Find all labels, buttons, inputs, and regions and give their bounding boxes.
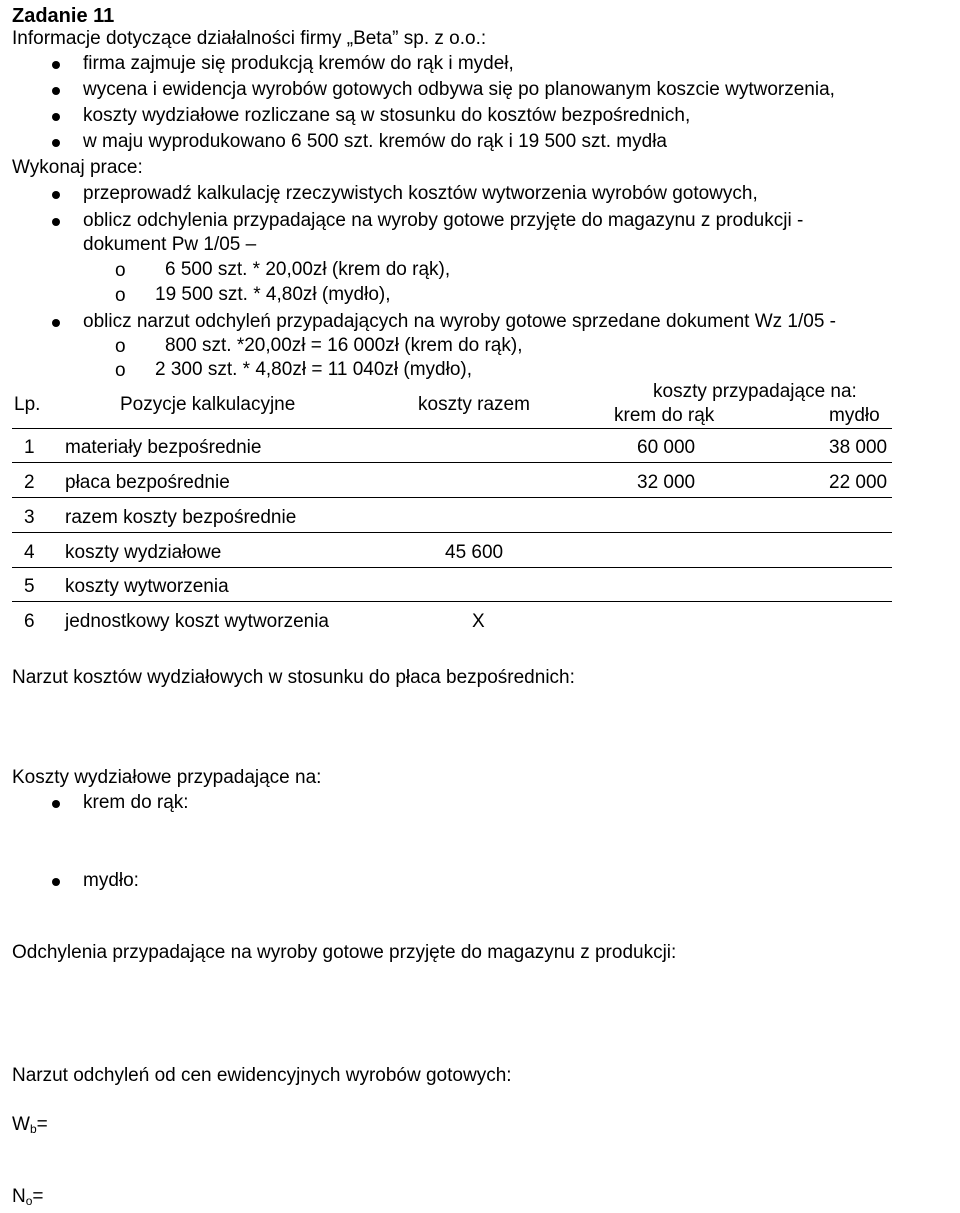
intro-text: Informacje dotyczące działalności firmy „Beta” sp. z o.o.: bbox=[12, 28, 487, 49]
wb-subscript: b bbox=[29, 1122, 37, 1136]
header-lp: Lp. bbox=[14, 394, 41, 415]
task-2-line-1: oblicz odchylenia przypadające na wyroby gotowe przyjęte do magazynu z produkcji - bbox=[83, 210, 804, 231]
row-lp: 6 bbox=[24, 611, 35, 632]
row-lp: 3 bbox=[24, 507, 35, 528]
odchylenia-prompt: Odchylenia przypadające na wyroby gotowe przyjęte do magazynu z produkcji: bbox=[12, 942, 677, 963]
row-lp: 4 bbox=[24, 542, 35, 563]
koszty-wydzialowe-prompt: Koszty wydziałowe przypadające na: bbox=[12, 767, 322, 788]
bullet-icon bbox=[52, 319, 60, 327]
row-item: płaca bezpośrednie bbox=[65, 472, 230, 493]
task-title: Zadanie 11 bbox=[12, 5, 115, 27]
bullet-icon bbox=[52, 878, 60, 886]
header-items: Pozycje kalkulacyjne bbox=[120, 394, 296, 415]
row-krem-value: 60 000 bbox=[637, 437, 696, 458]
info-item-2: wycena i ewidencja wyrobów gotowych odbywa się po planowanym koszcie wytworzenia, bbox=[83, 79, 835, 100]
info-item-1: firma zajmuje się produkcją kremów do rąk i mydeł, bbox=[83, 53, 514, 74]
sub-bullet-marker: o bbox=[115, 285, 126, 306]
row-item: materiały bezpośrednie bbox=[65, 437, 262, 458]
table-rule bbox=[12, 567, 892, 568]
wb-formula bbox=[12, 1113, 48, 1141]
header-krem: krem do rąk bbox=[614, 405, 715, 426]
info-item-4: w maju wyprodukowano 6 500 szt. kremów do rąk i 19 500 szt. mydła bbox=[83, 131, 667, 152]
table-rule bbox=[12, 462, 892, 463]
task-2-sub-2: 19 500 szt. * 4,80zł (mydło), bbox=[155, 284, 391, 305]
row-item: razem koszty bezpośrednie bbox=[65, 507, 297, 528]
task-2-line-2: dokument Pw 1/05 – bbox=[83, 234, 257, 255]
task-3-sub-1: 800 szt. *20,00zł = 16 000zł (krem do rąk), bbox=[165, 335, 523, 356]
mydlo-prompt: mydło: bbox=[83, 870, 139, 891]
row-lp: 5 bbox=[24, 576, 35, 597]
krem-prompt: krem do rąk: bbox=[83, 792, 189, 813]
bullet-icon bbox=[52, 191, 60, 199]
tasks-heading: Wykonaj prace: bbox=[12, 157, 143, 178]
task-3: oblicz narzut odchyleń przypadających na wyroby gotowe sprzedane dokument Wz 1/05 - bbox=[83, 311, 837, 332]
bullet-icon bbox=[52, 139, 60, 147]
bullet-icon bbox=[52, 87, 60, 95]
sub-bullet-marker: o bbox=[115, 360, 126, 381]
no-equals: = bbox=[32, 1186, 44, 1207]
table-rule bbox=[12, 601, 892, 602]
sub-bullet-marker: o bbox=[115, 260, 126, 281]
row-krem-value: 32 000 bbox=[637, 472, 696, 493]
table-rule bbox=[12, 428, 892, 429]
row-total-value: X bbox=[472, 611, 485, 632]
no-subscript: o bbox=[25, 1194, 33, 1208]
row-total-value: 45 600 bbox=[445, 542, 504, 563]
narzut-prompt: Narzut kosztów wydziałowych w stosunku do płaca bezpośrednich: bbox=[12, 667, 575, 688]
bullet-icon bbox=[52, 61, 60, 69]
narzut-odchylen-prompt: Narzut odchyleń od cen ewidencyjnych wyrobów gotowych: bbox=[12, 1065, 512, 1086]
header-per-product: koszty przypadające na: bbox=[653, 381, 857, 402]
no-formula bbox=[12, 1185, 44, 1213]
header-total: koszty razem bbox=[418, 394, 530, 415]
bullet-icon bbox=[52, 800, 60, 808]
no-symbol: N bbox=[12, 1186, 26, 1207]
wb-symbol: W bbox=[12, 1114, 30, 1135]
task-2-sub-1: 6 500 szt. * 20,00zł (krem do rąk), bbox=[165, 259, 451, 280]
info-item-3: koszty wydziałowe rozliczane są w stosunku do kosztów bezpośrednich, bbox=[83, 105, 691, 126]
row-item: koszty wydziałowe bbox=[65, 542, 222, 563]
task-1: przeprowadź kalkulację rzeczywistych kosztów wytworzenia wyrobów gotowych, bbox=[83, 183, 758, 204]
bullet-icon bbox=[52, 113, 60, 121]
row-mydlo-value: 38 000 bbox=[829, 437, 888, 458]
header-mydlo: mydło bbox=[829, 405, 880, 426]
row-item: koszty wytworzenia bbox=[65, 576, 229, 597]
row-lp: 1 bbox=[24, 437, 35, 458]
wb-equals: = bbox=[36, 1114, 48, 1135]
bullet-icon bbox=[52, 218, 60, 226]
row-item: jednostkowy koszt wytworzenia bbox=[65, 611, 329, 632]
table-rule bbox=[12, 532, 892, 533]
row-lp: 2 bbox=[24, 472, 35, 493]
task-3-sub-2: 2 300 szt. * 4,80zł = 11 040zł (mydło), bbox=[155, 359, 473, 380]
table-rule bbox=[12, 497, 892, 498]
row-mydlo-value: 22 000 bbox=[829, 472, 888, 493]
sub-bullet-marker: o bbox=[115, 336, 126, 357]
